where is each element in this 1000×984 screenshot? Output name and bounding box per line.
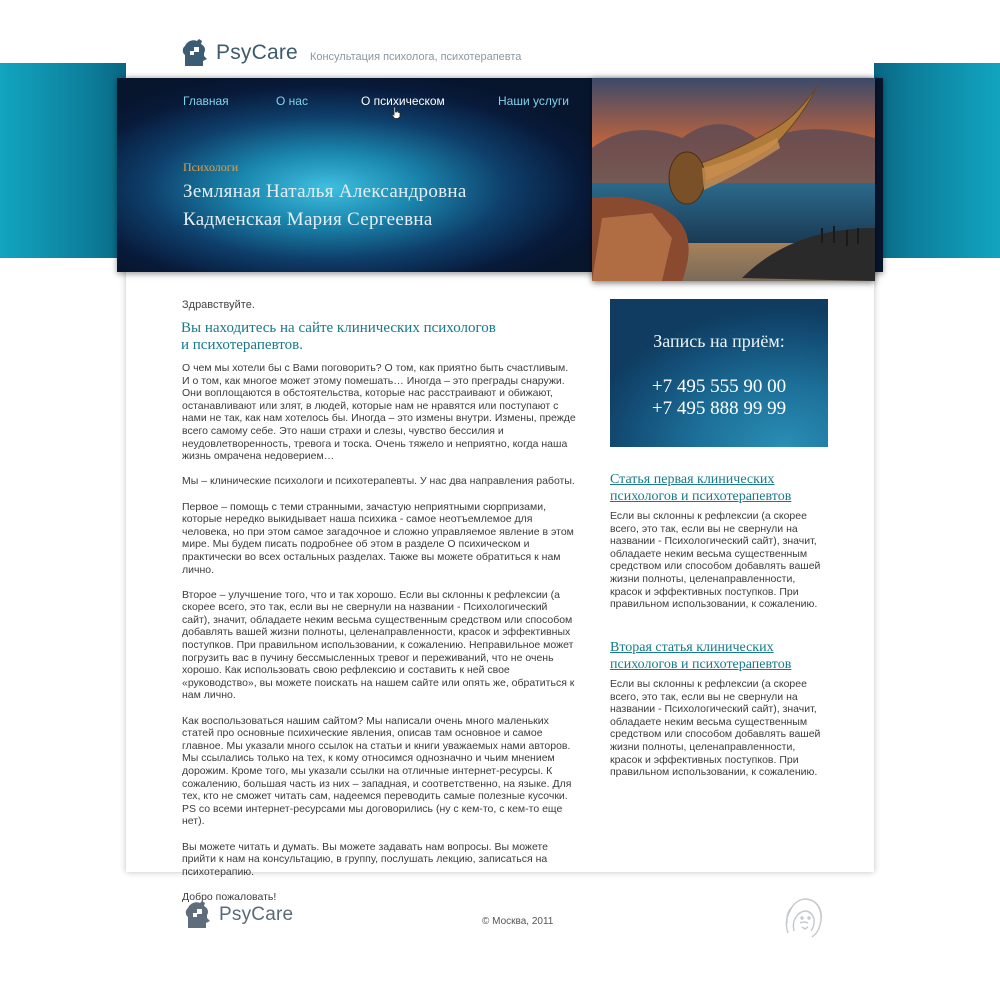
article-title-line: Вторая статья клинических [610,640,774,655]
article-title-line: психологов и психотерапевтов [610,657,792,672]
article-excerpt-1: Если вы склонны к рефлексии (а скорее всего, это так, если вы не свернули на названии - Психологический сайт), значит, обладаете неким весьма существенным средством или способом добавлять вашей жизни полноты, целенаправленности, красок и эффективных поступков. При правильном использовании, к сожалению. [610,510,821,611]
appointment-box [610,299,828,447]
paragraph: Мы – клинические психологи и психотерапевты. У нас два направления работы. [182,475,575,488]
appointment-title: Запись на приём: [653,331,785,351]
paragraph: О чем мы хотели бы с Вами поговорить? О том, как приятно быть счастливым. И о том, как многое может этому помешать… Иногда – это преграды снаружи. Они воплощаются в обстоятельства, которые нас расстраивают и обижают, останавливают или злят, в людей, которые нам не нравятся или поступают с нами не так, как нам хотелось бы. Иногда – это измены внутри. Измены, прежде всего самому себе. Это наши страхи и слезы, чувство бессилия и неудовлетворенность, тревога и тоска. Очень тяжело и неприятно, когда наша жизнь омрачена недоверием… [182,362,576,463]
nav-item-services[interactable]: Наши услуги [498,94,569,108]
head-puzzle-icon [184,900,211,930]
right-teal-band [874,63,1000,258]
paragraph: Как воспользоваться нашим сайтом? Мы написали очень много маленьких статей про основные психические явления, описав там основное и самое главное. Мы указали много ссылок на статьи и книги уважаемых нами авторов. Мы ссылались только на тех, к кому относимся однозначно и чьим мнением дорожим. Кроме того, мы указали ссылки на отличные интернет-ресурсы. К сожалению, большая часть из них – западная, и соответственно, на языке. Для тех, кто не сможет читать сам, надеемся переводить самые полезные кусочки. PS со всеми интернет-ресурсами мы договорились (ну с кем-то, с кем-то еще нет). [182,714,572,828]
logo-text: PsyCare [216,41,298,64]
appointment-phone-1[interactable]: +7 495 555 90 00 [651,376,787,397]
hero-painting [592,78,875,281]
body-text [182,362,577,916]
page-title-line-2: и психотерапевтов. [181,337,303,353]
article-title-line: Статья первая клинических [610,472,775,487]
psychologist-name-2: Кадменская Мария Сергеевна [183,209,433,230]
head-puzzle-icon [181,38,208,68]
copyright: © Москва, 2011 [482,916,554,927]
paragraph: Добро пожаловать! [182,890,277,903]
article-link-1[interactable] [610,471,840,505]
lion-icon [778,893,826,941]
article-link-2[interactable] [610,639,840,673]
footer-logo-text: PsyCare [219,904,294,925]
tagline: Консультация психолога, психотерапевта [309,50,522,63]
nav-item-psychic[interactable]: О психическом [361,94,445,108]
paragraph: Первое – помощь с теми странными, зачастую неприятными сюрпризами, которые нередко выкидывает наша психика - самое неотъемлемое для человека, но при этом самое загадочное и сложно управляемое явление в этом мире. Мы будем писать подробнее об этом в разделе О психическом и практически во всех остальных разделах. Также вы можете обратиться к нам лично. [182,500,574,576]
header-label: Психологи [183,160,239,174]
paragraph: Вы можете читать и думать. Вы можете задавать нам вопросы. Вы можете прийти к нам на консультацию, в группу, послушать лекцию, записаться на психотерапию. [182,840,548,878]
nav-item-about[interactable]: О нас [276,94,308,108]
site-logo[interactable] [181,36,521,70]
page-title [181,320,581,354]
footer-logo[interactable] [184,900,293,930]
appointment-phone-2[interactable]: +7 495 888 99 99 [651,398,787,419]
page-title-line-1: Вы находитесь на сайте клинических психологов [181,320,496,336]
psychologist-name-1: Земляная Наталья Александровна [183,181,467,202]
article-excerpt-2: Если вы склонны к рефлексии (а скорее всего, это так, если вы не свернули на названии - Психологический сайт), значит, обладаете неким весьма существенным средством или способом добавлять вашей жизни полноты, целенаправленности, красок и эффективных поступков. При правильном использовании, к сожалению. [610,678,821,779]
greeting-text: Здравствуйте. [182,299,255,311]
left-teal-band [0,63,126,258]
article-title-line: психологов и психотерапевтов [610,489,792,504]
nav-item-home[interactable]: Главная [183,94,229,108]
hand-cursor-icon [391,106,401,119]
paragraph: Второе – улучшение того, что и так хорошо. Если вы склонны к рефлексии (а скорее всего, это так, если вы не свернули на названии - Психологический сайт), значит, обладаете неким весьма существенным средством или способом добавлять вашей жизни полноты, целенаправленности, красок и эффективных поступков. При правильном использовании, к сожалению. Неправильное может погрузить вас в пучину бессмысленных тревог и переживаний, что не очень хорошо. Как использовать свою рефлексию и составить к ней свое «руководство», вы можете поискать на нашем сайте или опять же, обратиться к нам лично. [182,588,575,702]
